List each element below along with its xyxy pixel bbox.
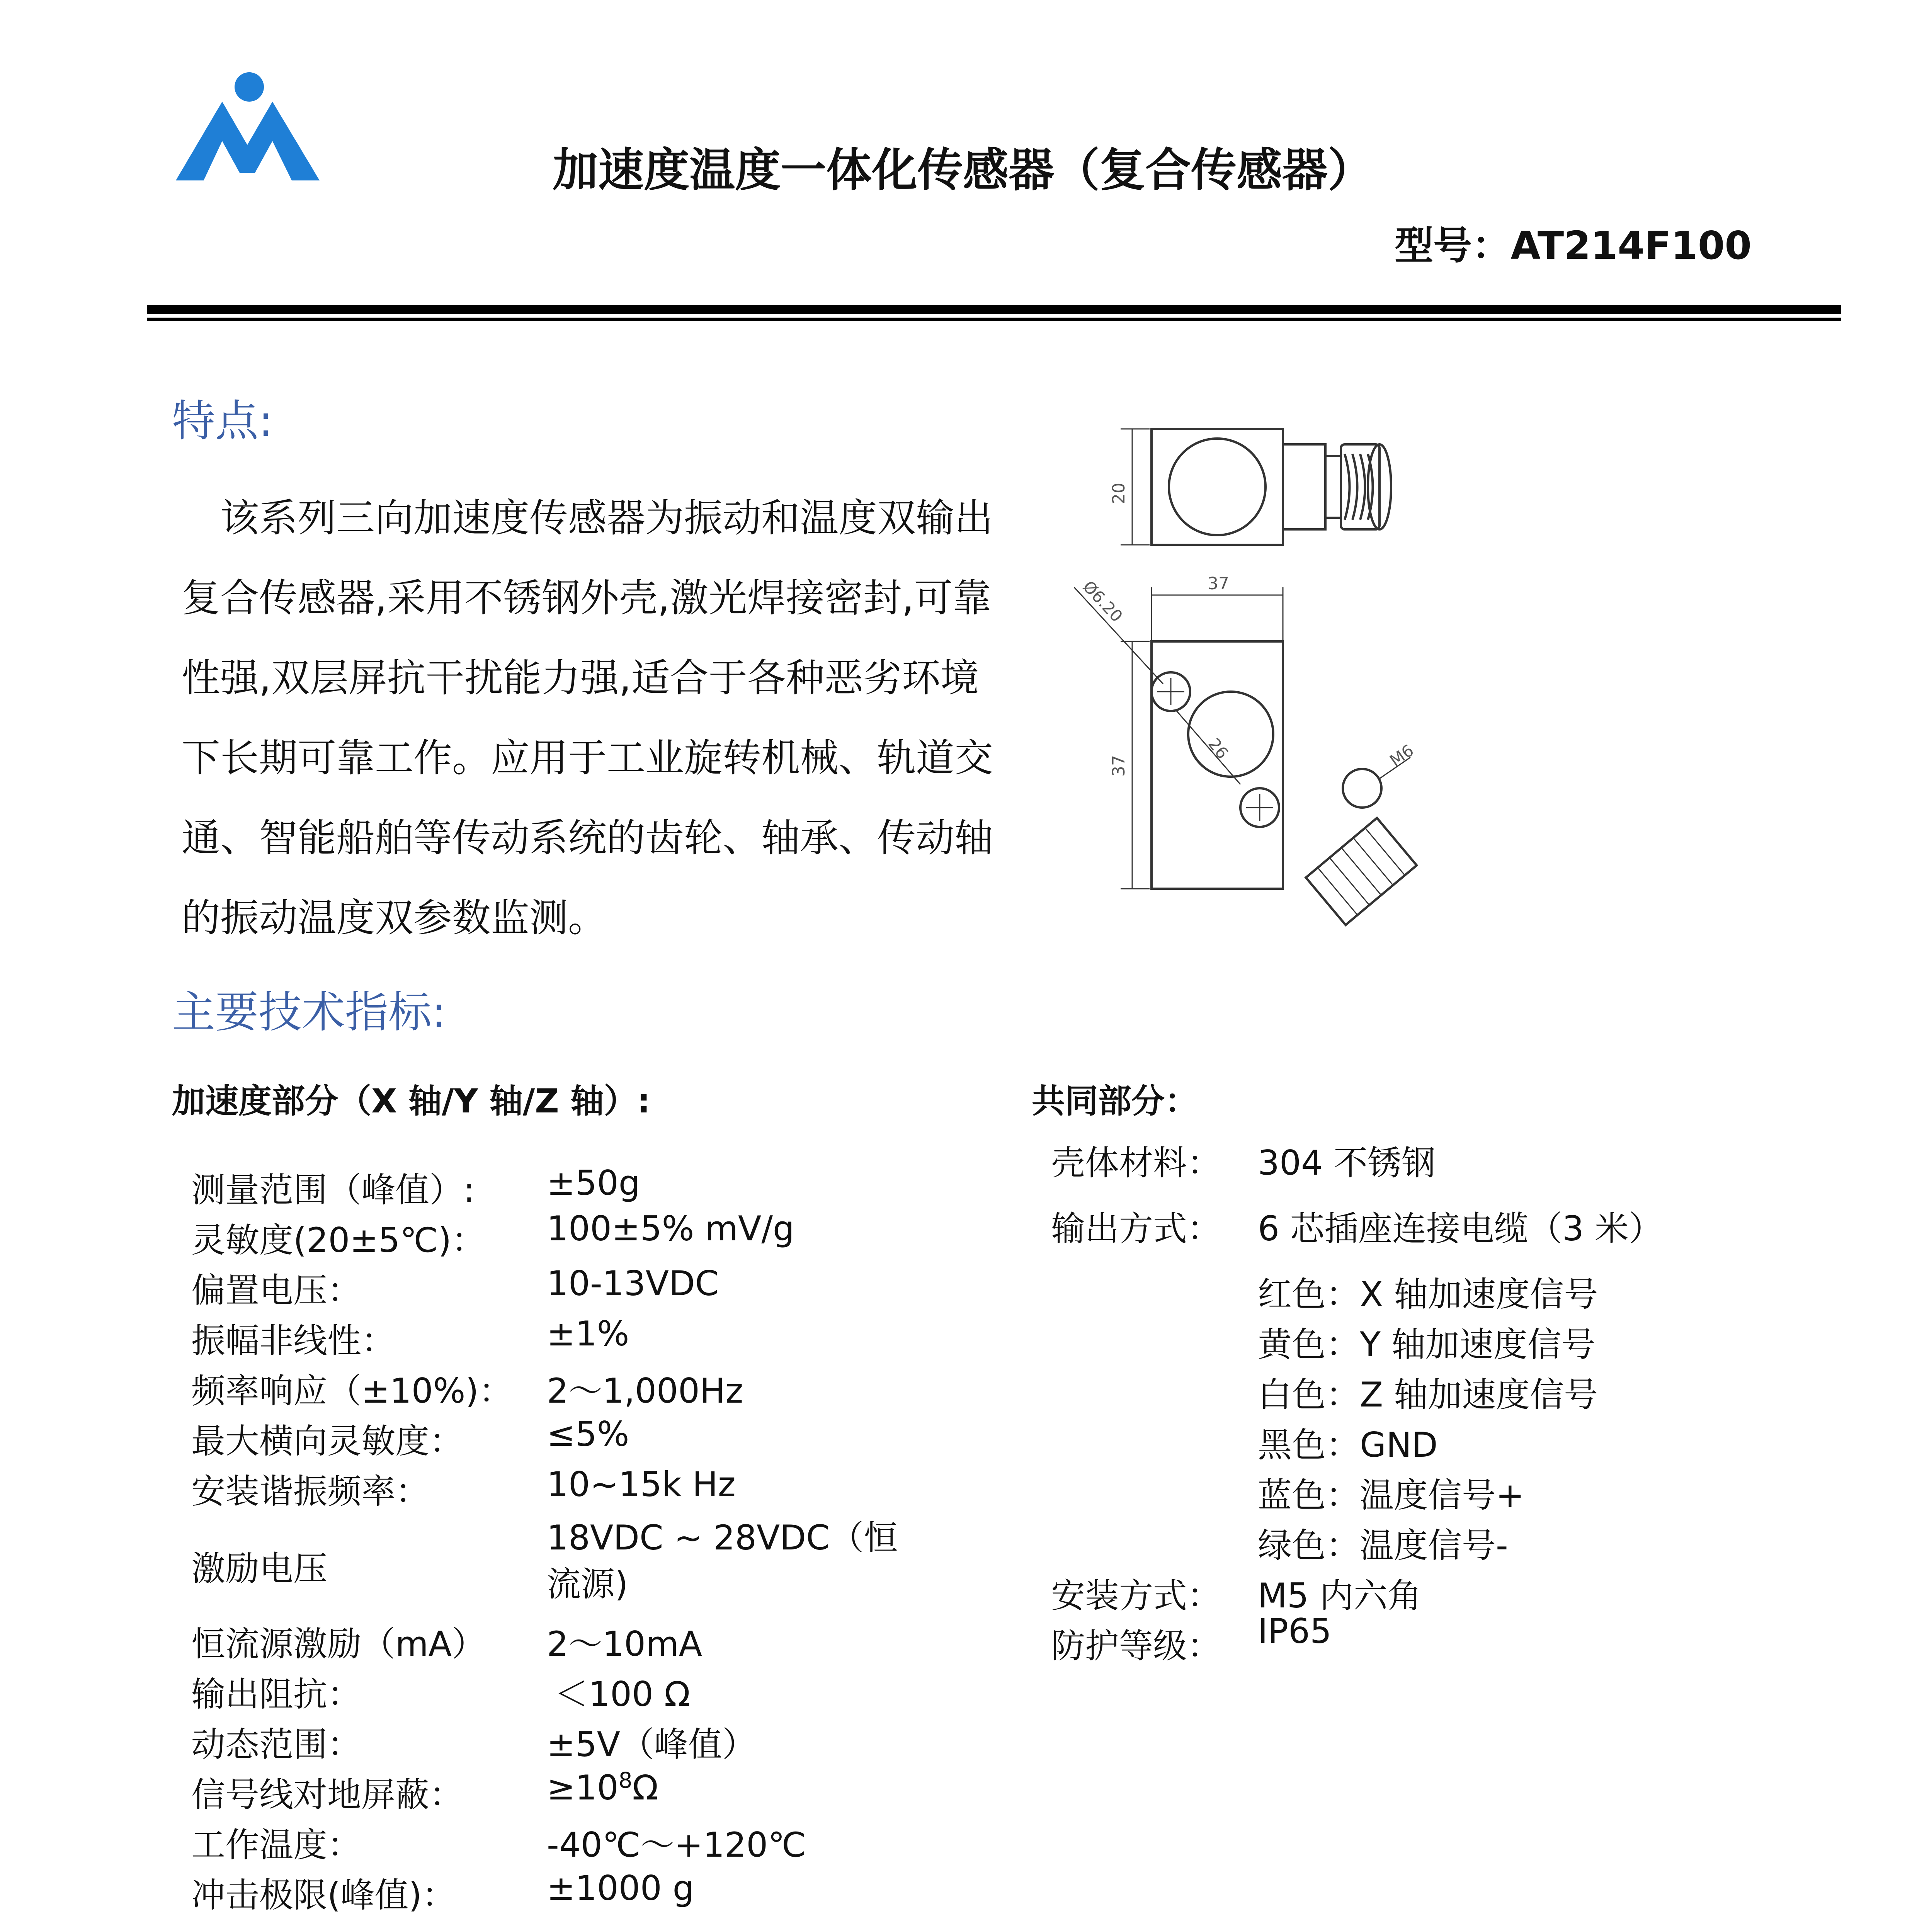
spec-label: 最大横向灵敏度： — [191, 1421, 464, 1461]
spec-value: ≥10 — [547, 1768, 619, 1808]
spec-label: 动态范围： — [191, 1725, 362, 1764]
spec-value: 黄色：Y 轴加速度信号 — [1258, 1325, 1596, 1364]
spec-label: 输出方式： — [1051, 1209, 1221, 1248]
dim-diag-label: 26 — [1204, 734, 1232, 763]
spec-value: M5 内六角 — [1258, 1576, 1422, 1616]
spec-value: ±1% — [547, 1314, 629, 1354]
spec-label: 偏置电压： — [191, 1270, 362, 1310]
spec-label: 安装方式： — [1051, 1576, 1221, 1616]
features-text: 该系列三向加速度传感器为振动和温度双输出复合传感器,采用不锈钢外壳,激光焊接密封,可靠性强,双层屏抗干扰能力强,适合于各种恶劣环境下长期可靠工作。应用于工业旋转机械、轨道交通、智能船舶等传动系统的齿轮、轴承、传动轴的振动温度双参数监测。 — [182, 495, 993, 940]
spec-label: 工作温度： — [191, 1825, 362, 1865]
spec-value: ±5V（峰值） — [547, 1725, 756, 1764]
common-section-title: 共同部分： — [1032, 1082, 1198, 1121]
header-divider — [147, 305, 1841, 314]
spec-value: IP65 — [1258, 1611, 1332, 1651]
dim-height-top-label: 20 — [1109, 483, 1129, 504]
spec-value: 蓝色：温度信号+ — [1258, 1475, 1524, 1515]
features-heading: 特点: — [172, 396, 273, 446]
sensor-dimension-drawing — [1074, 417, 1445, 927]
document-title: 加速度温度一体化传感器（复合传感器） — [553, 143, 1374, 197]
spec-value: 2～1,000Hz — [547, 1371, 743, 1411]
spec-value: 10~15k Hz — [547, 1464, 736, 1504]
spec-value: 6 芯插座连接电缆（3 米） — [1258, 1209, 1663, 1248]
spec-label: 振幅非线性： — [191, 1321, 396, 1361]
spec-label: 激励电压 — [191, 1549, 328, 1588]
spec-value: -40℃～+120℃ — [547, 1825, 806, 1865]
model-number: 型号：AT214F100 — [1395, 223, 1752, 268]
spec-value: 100±5% mV/g — [547, 1209, 794, 1248]
spec-value: ＜100 Ω — [555, 1674, 691, 1714]
dim-height-label: 37 — [1109, 755, 1129, 777]
spec-value: ±1000 g — [547, 1868, 694, 1908]
spec-label: 恒流源激励（mA） — [191, 1624, 486, 1664]
spec-label: 测量范围（峰值）: — [191, 1170, 475, 1210]
dim-width-label: 37 — [1208, 574, 1229, 594]
features-paragraph — [182, 478, 1012, 958]
specs-heading: 主要技术指标: — [172, 987, 446, 1037]
spec-label: 频率响应（±10%)： — [191, 1371, 513, 1411]
spec-value-unit: Ω — [632, 1768, 658, 1808]
spec-label: 灵敏度(20±5℃)： — [191, 1220, 486, 1260]
spec-value: 2～10mA — [547, 1624, 702, 1664]
spec-value-group — [547, 1768, 658, 1808]
company-logo — [176, 71, 321, 184]
spec-value: 绿色：温度信号- — [1258, 1526, 1508, 1565]
spec-label: 安装谐振频率： — [191, 1471, 430, 1511]
spec-label: 壳体材料： — [1051, 1143, 1221, 1183]
spec-label: 输出阻抗： — [191, 1674, 362, 1714]
spec-value-continued: 流源) — [547, 1564, 628, 1604]
spec-label: 信号线对地屏蔽： — [191, 1775, 464, 1815]
dim-thread-label: M6 — [1386, 740, 1417, 770]
spec-value: 黑色：GND — [1258, 1425, 1438, 1465]
spec-label: 防护等级： — [1051, 1626, 1221, 1666]
dim-hole-label: Ø6.20 — [1079, 577, 1126, 626]
spec-value: 10-13VDC — [547, 1264, 719, 1303]
accel-section-title: 加速度部分（X 轴/Y 轴/Z 轴）: — [172, 1082, 650, 1121]
spec-value: 白色：Z 轴加速度信号 — [1258, 1375, 1598, 1415]
spec-value: 18VDC ~ 28VDC（恒 — [547, 1518, 898, 1558]
spec-value-exponent: 8 — [618, 1768, 633, 1793]
spec-value: ±50g — [547, 1163, 640, 1203]
spec-value: ≤5% — [547, 1414, 629, 1454]
spec-value: 304 不锈钢 — [1258, 1143, 1436, 1183]
spec-value: 红色：X 轴加速度信号 — [1258, 1274, 1598, 1314]
spec-label: 冲击极限(峰值)： — [191, 1875, 456, 1915]
header-divider-thin — [147, 318, 1841, 321]
